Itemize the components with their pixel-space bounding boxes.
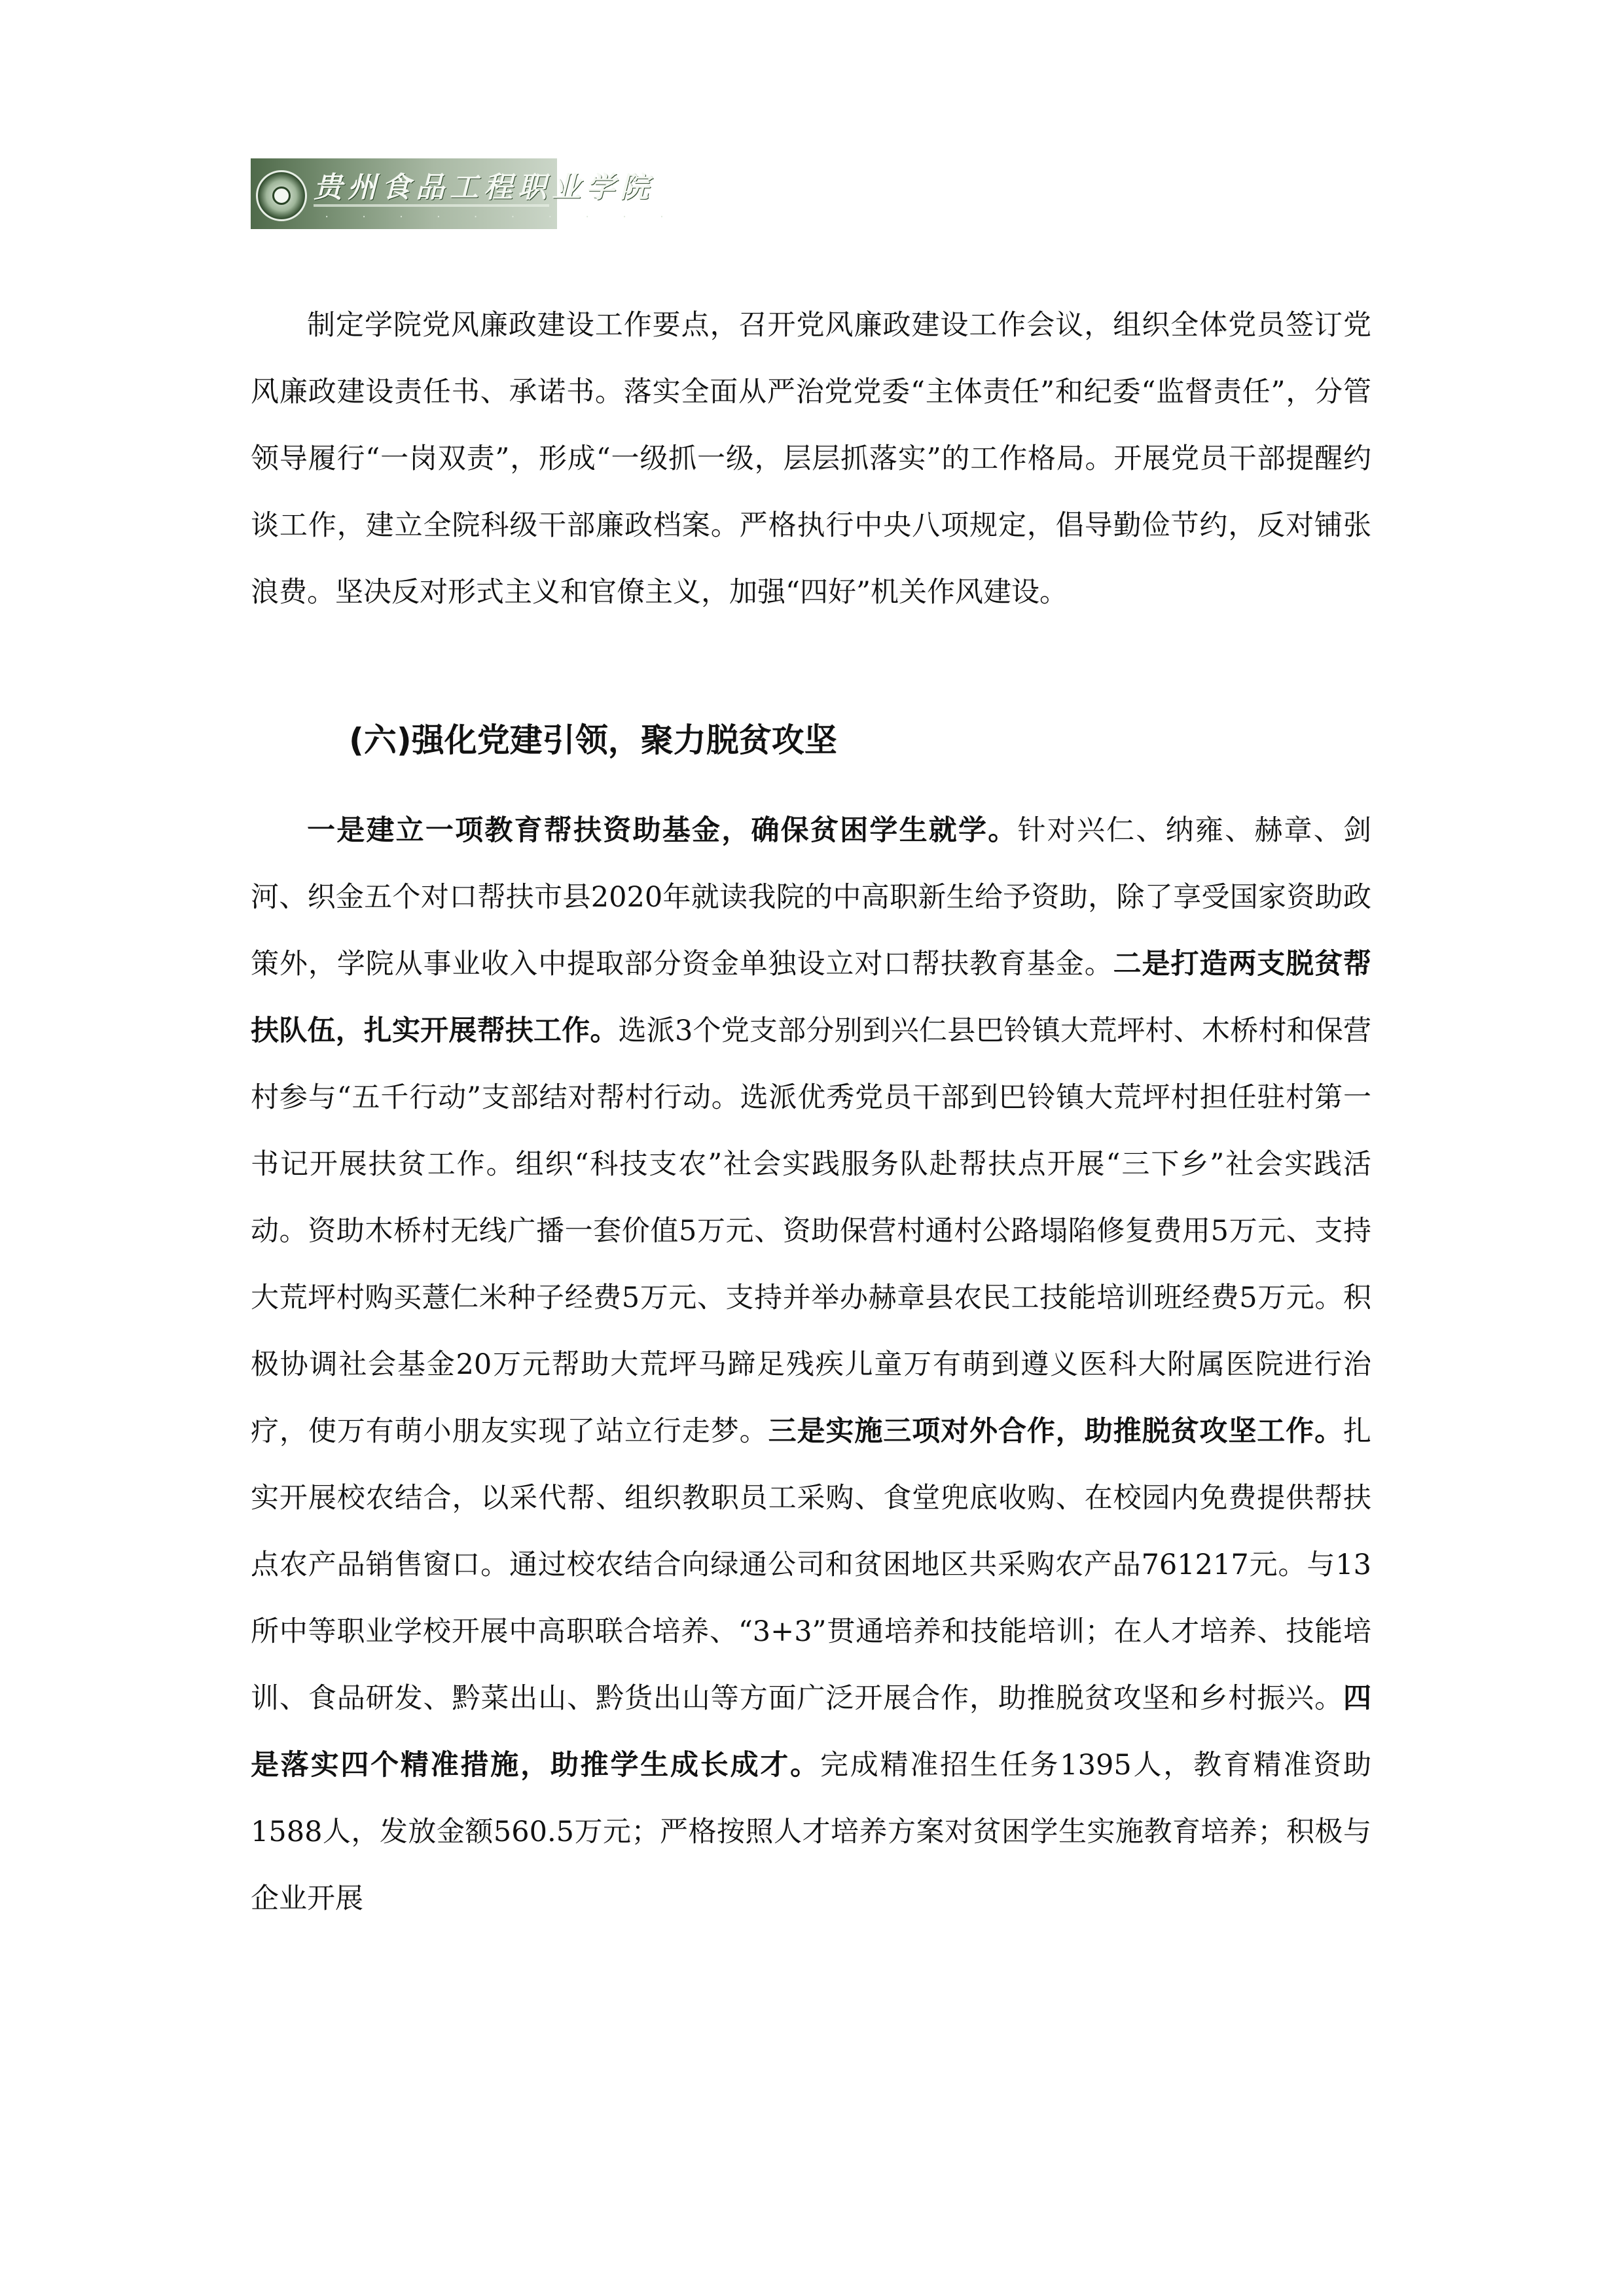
point-4-title: 四是落实四个精准措施，助推学生成长成才。 <box>251 1682 1371 1782</box>
college-seal-icon <box>256 170 307 221</box>
point-2-title: 二是打造两支脱贫帮扶队伍，扎实开展帮扶工作。 <box>251 948 1372 1047</box>
point-3-text: 扎实开展校农结合，以采代帮、组织教职员工采购、食堂兜底收购、在校园内免费提供帮扶点农产品销售窗口。通过校农结合向绿通公司和贫困地区共采购农产品761217元。与13所中等职业学校开展中高职联合培养、“3+3”贯通培养和技能培训；在人才培养、技能培训、食品研发、黔菜出山、黔货出山等方面广泛开展合作，助推脱贫攻坚和乡村振兴。 <box>251 1415 1372 1715</box>
point-2-text: 选派3个党支部分别到兴仁县巴铃镇大荒坪村、木桥村和保营村参与“五千行动”支部结对帮村行动。选派优秀党员干部到巴铃镇大荒坪村担任驻村第一书记开展扶贫工作。组织“科技支农”社会实践服务队赴帮扶点开展“三下乡”社会实践活动。资助木桥村无线广播一套价值5万元、资助保营村通村公路塌陷修复费用5万元、支持大荒坪村购买薏仁米种子经费5万元、支持并举办赫章县农民工技能培训班经费5万元。积极协调社会基金20万元帮助大荒坪马蹄足残疾儿童万有萌到遵义医科大附属医院进行治疗，使万有萌小朋友实现了站立行走梦。 <box>251 1014 1371 1448</box>
paragraph-discipline <box>251 292 1371 626</box>
point-3-title: 三是实施三项对外合作，助推脱贫攻坚工作。 <box>768 1415 1344 1448</box>
point-1-title: 一是建立一项教育帮扶资助基金，确保贫困学生就学。 <box>307 814 1018 847</box>
point-4-text: 完成精准招生任务1395人，教育精准资助1588人，发放金额560.5万元；严格按照人才培养方案对贫困学生实施教育培养；积极与企业开展 <box>251 1749 1372 1915</box>
section-heading: (六)强化党建引领，聚力脱贫攻坚 <box>349 721 837 759</box>
paragraph-2 <box>251 797 1371 1932</box>
paragraph-poverty-alleviation <box>251 797 1371 1932</box>
point-1-text: 针对兴仁、纳雍、赫章、剑河、织金五个对口帮扶市县2020年就读我院的中高职新生给予资助，除了享受国家资助政策外，学院从事业收入中提取部分资金单独设立对口帮扶教育基金。 <box>251 814 1372 980</box>
paragraph-1: 制定学院党风廉政建设工作要点，召开党风廉政建设工作会议，组织全体党员签订党风廉政建设责任书、承诺书。落实全面从严治党党委“主体责任”和纪委“监督责任”，分管领导履行“一岗双责”，形成“一级抓一级，层层抓落实”的工作格局。开展党员干部提醒约谈工作，建立全院科级干部廉政档案。严格执行中央八项规定，倡导勤俭节约，反对铺张浪费。坚决反对形式主义和官僚主义，加强“四好”机关作风建设。 <box>251 309 1371 609</box>
logo-text: 贵州食品工程职业学院 <box>314 171 654 204</box>
college-logo-banner: 贵州食品工程职业学院 · · · · · · · · · · <box>251 158 557 229</box>
